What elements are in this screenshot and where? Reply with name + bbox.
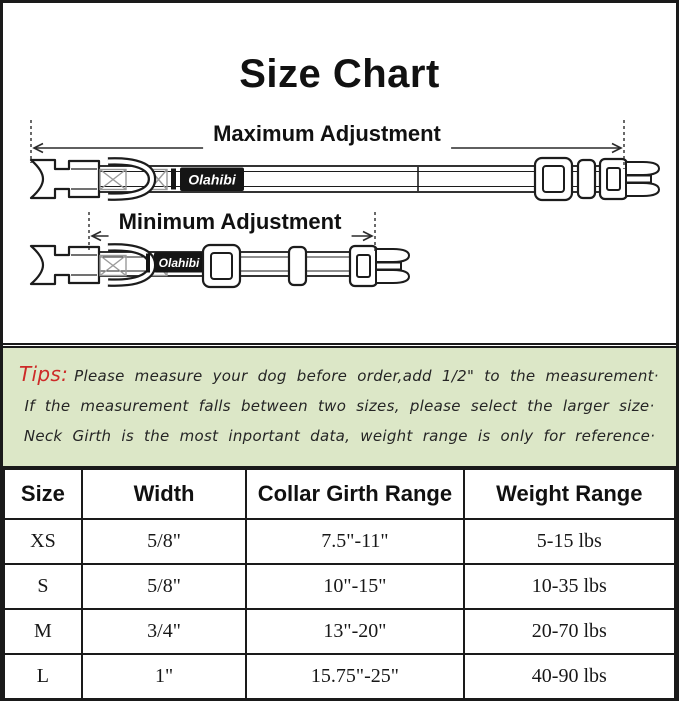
collar-diagram-section — [3, 3, 676, 345]
tips-line-2: If the measurement falls between two sizes, please select the larger size· — [24, 397, 655, 415]
min-adjustment-label: Minimum Adjustment — [109, 206, 352, 238]
cell-girth: 13"-20" — [246, 609, 463, 654]
cell-weight: 40-90 lbs — [464, 654, 675, 699]
table-row-m — [4, 609, 675, 654]
tips-prefix: Tips: — [19, 362, 69, 386]
label-tab — [171, 169, 176, 190]
max-adjustment-label: Maximum Adjustment — [203, 118, 451, 150]
brand-label-text: Olahibi — [188, 171, 236, 188]
cell-size: L — [4, 654, 82, 699]
page-title: Size Chart — [239, 51, 440, 96]
col-header-collar-girth: Collar Girth Range — [246, 469, 463, 519]
cell-width: 3/4" — [82, 609, 246, 654]
collar-min-illustration — [31, 245, 409, 287]
cell-girth: 15.75"-25" — [246, 654, 463, 699]
collar-strap — [93, 166, 603, 192]
col-header-weight: Weight Range — [464, 469, 675, 519]
size-table — [3, 468, 676, 700]
table-header-row — [4, 469, 675, 519]
collar-max-illustration — [31, 158, 659, 200]
cell-width: 5/8" — [82, 564, 246, 609]
table-row-s — [4, 564, 675, 609]
tips-line-1 — [3, 359, 676, 391]
col-header-size: Size — [4, 469, 82, 519]
cell-girth: 10"-15" — [246, 564, 463, 609]
table-row-xs — [4, 519, 675, 564]
cell-weight: 10-35 lbs — [464, 564, 675, 609]
brand-label-text: Olahibi — [158, 256, 200, 270]
cell-width: 1" — [82, 654, 246, 699]
cell-size: S — [4, 564, 82, 609]
cell-width: 5/8" — [82, 519, 246, 564]
col-header-width: Width — [82, 469, 246, 519]
tips-line-3: Neck Girth is the most inportant data, weight range is only for reference· — [23, 427, 656, 445]
tips-section — [3, 346, 676, 468]
cell-girth: 7.5"-11" — [246, 519, 463, 564]
collar-diagrams — [3, 3, 679, 343]
table-row-l — [4, 654, 675, 699]
size-table-section — [3, 468, 676, 698]
cell-weight: 5-15 lbs — [464, 519, 675, 564]
tips-line-1-text: Please measure your dog before order,add 1/2" to the measurement· — [74, 367, 659, 385]
cell-size: M — [4, 609, 82, 654]
cell-size: XS — [4, 519, 82, 564]
cell-weight: 20-70 lbs — [464, 609, 675, 654]
label-tab — [146, 254, 150, 273]
